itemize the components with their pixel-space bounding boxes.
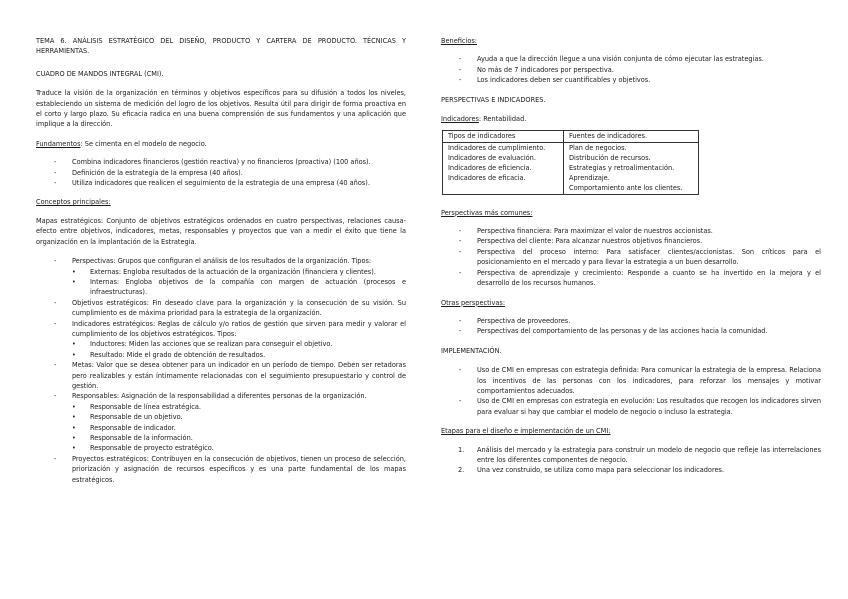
list-item: - Definición de la estrategia de la empresa (40 años). — [36, 168, 406, 178]
beneficios-label: Beneficios: — [441, 36, 477, 45]
sublist-item: • Responsable de indicador. — [72, 423, 406, 433]
fundamentos-text: : Se cimenta en el modelo de negocio. — [80, 138, 207, 148]
comunes-label: Perspectivas más comunes: — [441, 207, 533, 217]
responsables-text: Responsables: Asignación de la responsabilidad a diferentes personas de la organización. — [72, 391, 367, 401]
list-item: - Perspectiva de proveedores. — [441, 316, 821, 326]
table-header-cell: Tipos de indicadores — [443, 131, 564, 142]
table-cell-line: Aprendizaje. — [569, 173, 610, 183]
indicadores-line — [441, 114, 821, 124]
indicadores-label: Indicadores — [441, 114, 479, 124]
sublist-item: • Responsable de línea estratégica. — [72, 402, 406, 412]
otras-label: Otras perspectivas: — [441, 297, 506, 307]
list-item: - Ayuda a que la dirección llegue a una visión conjunta de cómo ejecutar las estrategias. — [441, 54, 821, 64]
etapas-label: Etapas para el diseño e implementación de un CMI: — [441, 426, 611, 436]
list-item: - Perspectiva de aprendizaje y crecimiento: Responde a cuanto se ha invertido en la mejora y el desarrollo de los recursos humanos. — [441, 268, 821, 289]
table-header-cell: Fuentes de indicadores. — [564, 131, 699, 142]
table-header-row — [443, 131, 699, 142]
list-item-perspectivas — [36, 256, 406, 298]
otras-heading — [441, 298, 821, 308]
indicadores-text: : Rentabilidad. — [478, 114, 527, 124]
implementacion-list — [441, 365, 821, 417]
conceptos-label: Conceptos principales: — [36, 197, 111, 207]
table-cell-line: Comportamiento ante los clientes. — [569, 183, 683, 193]
cmi-heading: CUADRO DE MANDOS INTEGRAL (CMI). — [36, 68, 164, 78]
table-cell-line: Indicadores de eficacia. — [448, 173, 526, 183]
numbered-item — [441, 445, 821, 466]
table-cell-tipos — [443, 142, 564, 194]
etapas-heading — [441, 426, 821, 436]
numbered-item — [441, 465, 821, 475]
left-column — [36, 36, 406, 494]
otras-list — [441, 316, 821, 337]
table-cell-line: Estrategias y retroalimentación. — [569, 163, 675, 173]
table-cell-line: Plan de negocios. — [569, 142, 627, 152]
list-item: - Combina indicadores financieros (gestión reactiva) y no financieros (proactiva) (100 años). — [36, 157, 406, 167]
perspectivas-sublist — [72, 267, 406, 298]
list-item-proyectos: - Proyectos estratégicos: Contribuyen en la consecución de objetivos, tienen un proceso de selección, priorización y asignación de recursos específicos y es una parte fundamental de los mapas estratégicos. — [36, 454, 406, 485]
item-number: 2. — [458, 465, 465, 475]
list-item: - Perspectiva financiera: Para maximizar el valor de nuestros accionistas. — [441, 226, 821, 236]
list-item-indicadores — [36, 319, 406, 361]
fundamentos-list — [36, 157, 406, 188]
indicadores-table — [442, 130, 699, 194]
table-row — [443, 142, 699, 194]
sublist-item: • Externas: Engloba resultados de la actuación de la organización (financiera y clientes). — [72, 267, 406, 277]
list-item: - No más de 7 indicadores por perspectiva. — [441, 65, 821, 75]
fundamentos-line — [36, 139, 406, 149]
list-item: - Perspectiva del proceso interno: Para satisfacer clientes/accionistas. Son críticos para el posicionamiento en el mercado y para llevar la estrategia a un buen desarrollo. — [441, 247, 821, 268]
sublist-item: • Resultado: Mide el grado de obtención de resultados. — [72, 350, 406, 360]
indicadores-text: Indicadores estratégicos: Reglas de cálculo y/o ratios de gestión que sirven para medir y valorar el cumplimiento de los objetivos estratégicos. Tipos: — [72, 318, 406, 338]
responsables-sublist — [72, 402, 406, 454]
list-item: - Perspectiva del cliente: Para alcanzar nuestros objetivos financieros. — [441, 236, 821, 246]
sublist-item: • Responsable de la información. — [72, 433, 406, 443]
list-item: - Perspectivas del comportamiento de las personas y de las acciones hacia la comunidad. — [441, 326, 821, 336]
item-text: Análisis del mercado y la estrategia para construir un modelo de negocio que refleje las interrelaciones entre los diferentes componentes de negocio. — [477, 444, 821, 464]
list-item-metas: - Metas: Valor que se desea obtener para un indicador en un período de tiempo. Deben ser retadoras pero realizables y están íntimamente relacionadas con el seguimiento presupuestario y control de gestión. — [36, 360, 406, 391]
document-title: TEMA 6. ANÁLISIS ESTRATÉGICO DEL DISEÑO, PRODUCTO Y CARTERA DE PRODUCTO. TÉCNICAS Y HERRAMIENTAS. — [36, 36, 406, 56]
table-cell-line: Distribución de recursos. — [569, 152, 651, 162]
list-item: - Uso de CMI en empresas con estrategia en evolución: Los resultados que recogen los indicadores sirven para evaluar si hay que cambiar el modelo de negocio o incluso la estrategia. — [441, 396, 821, 417]
beneficios-heading — [441, 36, 821, 46]
sublist-item: • Responsable de proyecto estratégico. — [72, 443, 406, 453]
mapas-paragraph: Mapas estratégicos: Conjunto de objetivos estratégicos ordenados en cuatro perspectivas, relaciones causa-efecto entre objetivos, indicadores, metas, responsables y proyectos que van a medir el éxito que tiene la organización en la implantación de la Estrategia. — [36, 215, 406, 246]
beneficios-list — [441, 54, 821, 85]
sublist-item: • Inductores: Miden las acciones que se realizan para conseguir el objetivo. — [72, 339, 406, 349]
comunes-heading — [441, 208, 821, 218]
list-item: - Utiliza indicadores que realicen el seguimiento de la estrategia de una empresa (40 años). — [36, 178, 406, 188]
item-text: Una vez construido, se utiliza como mapa para seleccionar los indicadores. — [477, 465, 725, 475]
perspectivas-text: Perspectivas: Grupos que configuran el análisis de los resultados de la organización. Tipos: — [72, 256, 372, 266]
implementacion-heading: IMPLEMENTACIÓN. — [441, 345, 502, 355]
table-cell-fuentes — [564, 142, 699, 194]
indicadores-sublist — [72, 339, 406, 360]
etapas-list — [441, 445, 821, 476]
fundamentos-label: Fundamentos — [36, 138, 81, 148]
table-cell-line: Indicadores de evaluación. — [448, 152, 536, 162]
conceptos-heading — [36, 197, 406, 207]
cmi-intro-paragraph: Traduce la visión de la organización en términos y objetivos específicos para su difusión a todos los niveles, estableciendo un sistema de medición del logro de los objetivos. Resulta útil para dirigir de forma proactiva en el corto y largo plazo. Su eficacia radica en una buena comprensión de sus fundamentos y una aplicación que implique a la dirección. — [36, 88, 406, 129]
sublist-item: • Responsable de un objetivo. — [72, 412, 406, 422]
list-item: - Uso de CMI en empresas con estrategia definida: Para comunicar la estrategia de la empresa. Relaciona los incentivos de las personas con los indicadores, para reforzar los mensajes y motivar comportamientos adecuados. — [441, 365, 821, 396]
list-item-objetivos: - Objetivos estratégicos: Fin deseado clave para la organización y la consecución de su visión. Su cumplimiento es de máxima prioridad para la estrategia de la organización. — [36, 298, 406, 319]
perspectivas-indicadores-heading: PERSPECTIVAS E INDICADORES. — [441, 94, 546, 104]
item-number: 1. — [458, 444, 465, 454]
list-item: - Los indicadores deben ser cuantificables y objetivos. — [441, 75, 821, 85]
comunes-list — [441, 226, 821, 288]
right-column — [441, 36, 821, 476]
list-item-responsables — [36, 391, 406, 453]
sublist-item: • Internas: Engloba objetivos de la compañía con margen de actuación (procesos e infraestructuras). — [72, 277, 406, 298]
table-cell-line: Indicadores de cumplimiento. — [448, 142, 546, 152]
table-cell-line: Indicadores de eficiencia. — [448, 163, 532, 173]
conceptos-list — [36, 256, 406, 485]
